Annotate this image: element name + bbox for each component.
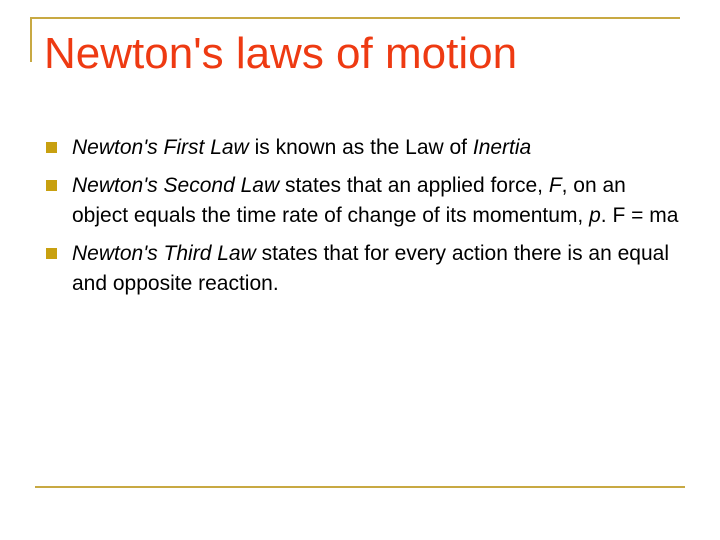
law-name: Newton's Second Law xyxy=(72,174,280,197)
bullet-text xyxy=(72,171,684,231)
bullet-first-law xyxy=(44,133,684,163)
bullet-text xyxy=(72,239,684,299)
bullet-body: states that an applied force, xyxy=(279,174,549,197)
slide-title: Newton's laws of motion xyxy=(44,29,518,78)
bullet-body: is known as the Law of xyxy=(248,136,473,159)
bullet-body: , on an object equals the time rate of change of its momentum, xyxy=(72,174,626,227)
square-bullet-icon xyxy=(46,248,57,259)
square-bullet-icon xyxy=(46,142,57,153)
bullet-second-law xyxy=(44,171,684,231)
variable-p: p xyxy=(589,204,601,227)
top-divider xyxy=(30,17,680,19)
term-inertia: Inertia xyxy=(472,136,532,159)
bullet-third-law xyxy=(44,239,684,299)
bullet-text xyxy=(72,133,684,163)
law-name: Newton's Third Law xyxy=(72,242,256,265)
left-accent-line xyxy=(30,17,32,62)
variable-f: F xyxy=(548,174,562,197)
equation-text: . F = ma xyxy=(600,204,679,227)
bottom-divider xyxy=(35,486,685,488)
square-bullet-icon xyxy=(46,180,57,191)
bullet-body: states that for every action there is an equal and opposite reaction. xyxy=(72,242,669,295)
bullet-list xyxy=(44,133,684,307)
law-name: Newton's First Law xyxy=(72,136,249,159)
